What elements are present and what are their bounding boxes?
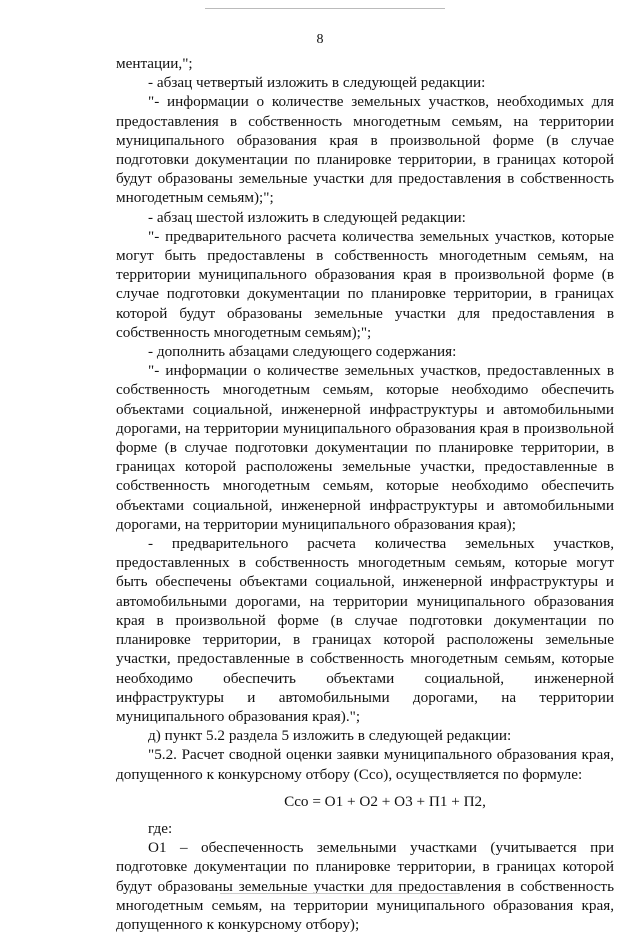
paragraph: "5.2. Расчет сводной оценки заявки муниципального образования края, допущенного к конкурсному отбору (Cсо), осуществляется по формуле: [116, 746, 614, 783]
paragraph: д) пункт 5.2 раздела 5 изложить в следующей редакции: [148, 727, 512, 745]
paragraph: ментации,"; [116, 55, 193, 72]
scan-edge-line [220, 893, 460, 894]
paragraph: - абзац четвертый изложить в следующей редакции: [148, 74, 486, 92]
paragraph: "- предварительного расчета количества земельных участков, которые могут быть предоставлены в собственность многодетным семьям, на территории муниципального образования края в произвольной форме (в случае подготовки документации по планировке территории, в границах которой будут образованы земельные участки для предоставления в собственность многодетным семьям);"; [116, 227, 614, 341]
page-number: 8 [316, 32, 324, 47]
paragraph: - предварительного расчета количества земельных участков, предоставленных в собственность многодетным семьям, которые могут быть обеспечены объектами социальной, инженерной инфраструктуры и автомобильными дорогами, на территории муниципального образования края в произвольной форме (в случае подготовки документации по планировке территории, в границах которой расположены земельные участки, предоставленные в собственность многодетным семьям, которые необходимо обеспечить объектами социальной, инженерной инфраструктуры и автомобильными дорогами, на территории муниципального образования края)."; [116, 535, 614, 725]
paragraph: О1 – обеспеченность земельными участками (учитывается при подготовке документации по планировке территории, в границах которой будут образованы земельные участки для предоставления в собственность многодетным семьям, на территории муниципального образования края, допущенного к конкурсному отбору); [116, 839, 614, 933]
paragraph: - дополнить абзацами следующего содержания: [148, 343, 457, 361]
formula: Cсо = О1 + О2 + О3 + П1 + П2, [284, 792, 486, 810]
paragraph: "- информации о количестве земельных участков, необходимых для предоставления в собственность многодетным семьям, на территории муниципального образования края в произвольной форме (в случае подготовки документации по планировке территории, в границах которой будут образованы земельные участки для предоставления в собственность многодетным семьям);"; [116, 93, 614, 207]
document-body [116, 54, 614, 934]
paragraph: - абзац шестой изложить в следующей редакции: [148, 208, 466, 226]
scan-edge-line [205, 8, 445, 9]
paragraph: где: [148, 819, 173, 837]
paragraph: "- информации о количестве земельных участков, предоставленных в собственность многодетным семьям, которые необходимо обеспечить объектами социальной, инженерной инфраструктуры и автомобильными дорогами, на территории муниципального образования края в произвольной форме (в случае подготовки документации по планировке территории, в границах которой расположены земельные участки, предоставленные в собственность многодетным семьям, которые необходимо обеспечить объектами социальной, инженерной инфраструктуры и автомобильными дорогами, на территории муниципального образования края); [116, 362, 614, 533]
